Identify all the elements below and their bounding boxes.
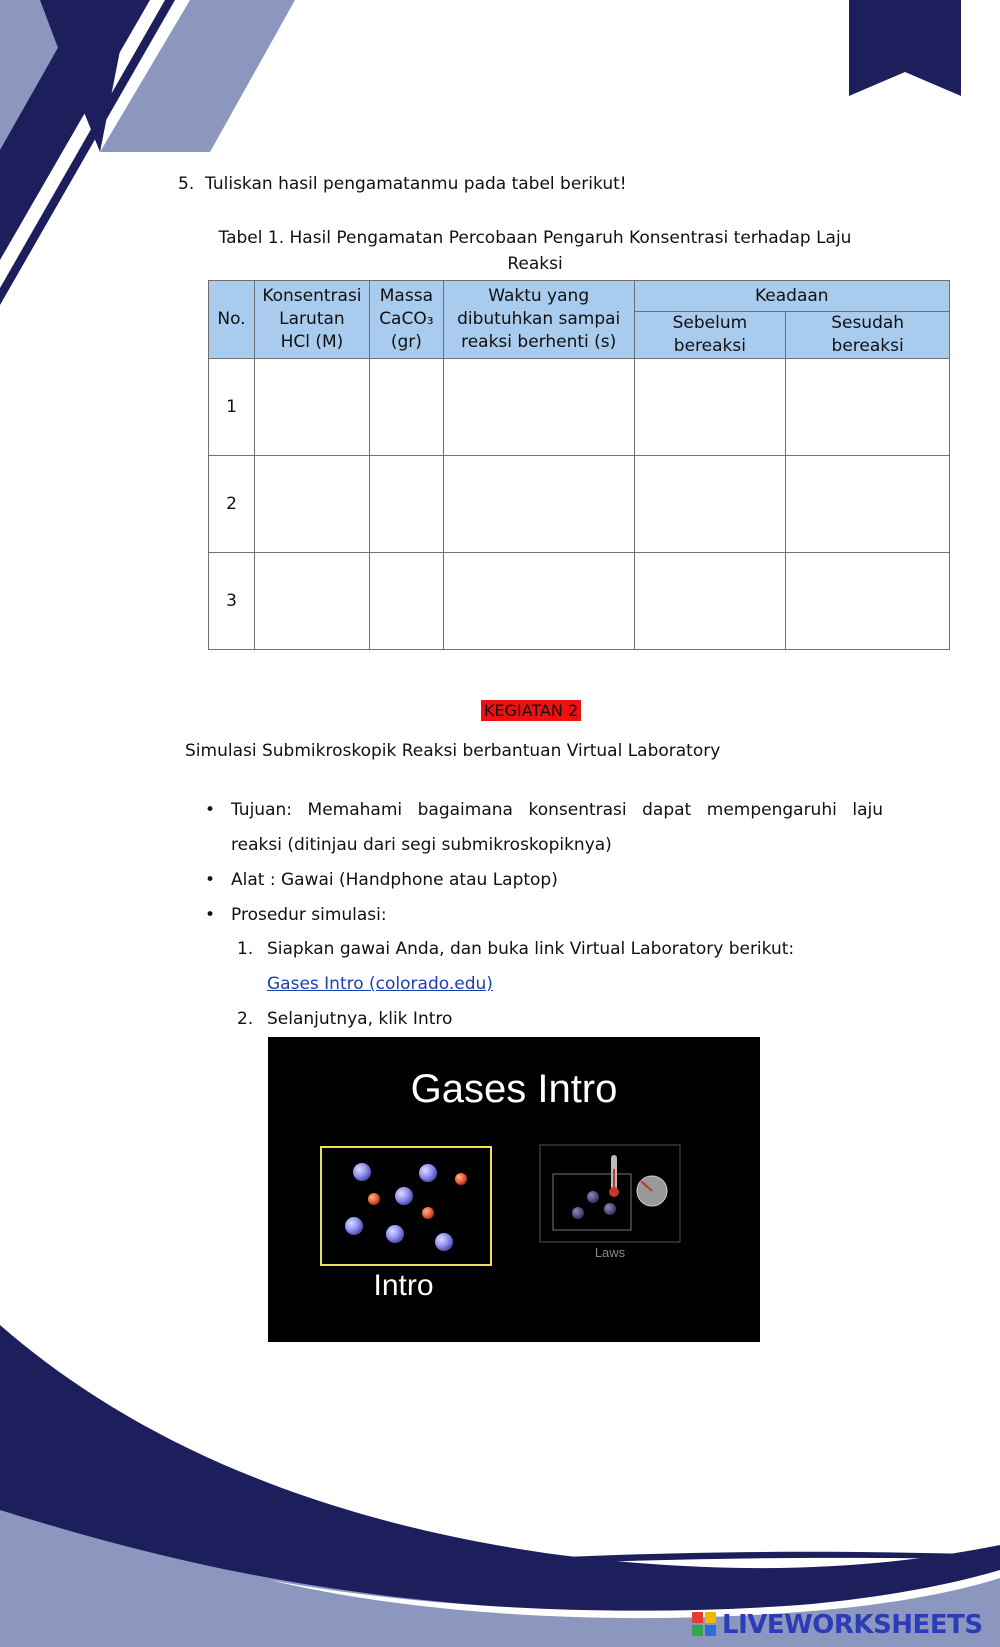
simulation-title: Gases Intro xyxy=(410,1067,618,1111)
header-konsentrasi xyxy=(254,281,369,359)
particle-heavy xyxy=(345,1217,363,1235)
cell-konsentrasi[interactable] xyxy=(254,553,369,650)
particle-heavy xyxy=(353,1163,371,1181)
header-massa-l1: Massa xyxy=(379,286,433,306)
bullet-icon: • xyxy=(205,905,216,925)
cell-waktu[interactable] xyxy=(443,553,634,650)
particle-heavy xyxy=(386,1225,404,1243)
particle-light xyxy=(422,1207,434,1219)
particle-dim xyxy=(604,1203,616,1215)
observation-table xyxy=(208,280,950,650)
cell-sebelum[interactable] xyxy=(634,456,786,553)
step-text: Siapkan gawai Anda, dan buka link Virtual Laboratory berikut: xyxy=(267,939,795,959)
cell-waktu[interactable] xyxy=(443,359,634,456)
table-caption-line2: Reaksi xyxy=(507,254,563,274)
bullet-icon: • xyxy=(205,800,216,820)
cell-massa[interactable] xyxy=(369,456,443,553)
cell-massa[interactable] xyxy=(369,553,443,650)
intro-tile-frame[interactable] xyxy=(321,1147,491,1265)
thermometer-bulb xyxy=(609,1187,619,1197)
header-konsentrasi-l3: HCl (M) xyxy=(280,332,344,352)
list-item xyxy=(237,932,794,1002)
table-caption xyxy=(200,225,870,277)
cell-konsentrasi[interactable] xyxy=(254,456,369,553)
bullet-icon: • xyxy=(205,870,216,890)
list-item xyxy=(205,793,883,863)
cell-sesudah[interactable] xyxy=(786,553,950,650)
goal-line2: reaksi (ditinjau dari segi submikroskopiknya) xyxy=(231,835,612,855)
header-waktu-l1: Waktu yang xyxy=(488,286,590,306)
step-number: 2. xyxy=(237,1009,254,1029)
step-number: 1. xyxy=(237,939,254,959)
particle-heavy xyxy=(395,1187,413,1205)
row-number: 3 xyxy=(209,553,255,650)
table-row xyxy=(209,456,950,553)
header-sebelum-l1: Sebelum xyxy=(672,313,748,333)
cell-waktu[interactable] xyxy=(443,456,634,553)
header-konsentrasi-l2: Larutan xyxy=(279,309,345,329)
laws-label[interactable]: Laws xyxy=(594,1245,626,1260)
procedure-text: Prosedur simulasi: xyxy=(231,905,387,925)
header-sesudah-l1: Sesudah xyxy=(831,313,905,333)
simulation-link[interactable]: Gases Intro (colorado.edu) xyxy=(267,974,493,994)
header-sebelum-l2: bereaksi xyxy=(673,336,746,356)
particle-heavy xyxy=(435,1233,453,1251)
activity-points xyxy=(205,793,883,933)
header-waktu-l3: reaksi berhenti (s) xyxy=(461,332,617,352)
list-item xyxy=(237,1002,794,1037)
table-caption-line1: Tabel 1. Hasil Pengamatan Percobaan Pengaruh Konsentrasi terhadap Laju xyxy=(218,228,852,248)
header-no: No. xyxy=(209,281,255,359)
particle-light xyxy=(455,1173,467,1185)
cell-sesudah[interactable] xyxy=(786,456,950,553)
header-massa-l3: (gr) xyxy=(390,332,422,352)
list-item xyxy=(205,898,883,933)
row-number: 1 xyxy=(209,359,255,456)
particle-dim xyxy=(587,1191,599,1203)
question-5 xyxy=(178,174,627,194)
question-number: 5. xyxy=(178,174,195,194)
activity-tag: KEGIATAN 2 xyxy=(481,700,581,721)
particle-light xyxy=(368,1193,380,1205)
header-waktu xyxy=(443,281,634,359)
header-sesudah-l2: bereaksi xyxy=(831,336,904,356)
cell-sebelum[interactable] xyxy=(634,359,786,456)
header-keadaan: Keadaan xyxy=(634,281,949,312)
header-sesudah xyxy=(786,312,950,359)
goal-line1: Tujuan: Memahami bagaimana konsentrasi dapat mempengaruhi laju xyxy=(231,800,883,820)
header-konsentrasi-l1: Konsentrasi xyxy=(262,286,362,306)
header-massa xyxy=(369,281,443,359)
cell-sebelum[interactable] xyxy=(634,553,786,650)
cell-sesudah[interactable] xyxy=(786,359,950,456)
list-item xyxy=(205,863,883,898)
intro-label[interactable]: Intro xyxy=(373,1269,434,1302)
table-row xyxy=(209,553,950,650)
table-row xyxy=(209,359,950,456)
cell-massa[interactable] xyxy=(369,359,443,456)
header-massa-l2: CaCO₃ xyxy=(379,309,434,329)
row-number: 2 xyxy=(209,456,255,553)
tools-text: Alat : Gawai (Handphone atau Laptop) xyxy=(231,870,558,890)
question-text: Tuliskan hasil pengamatanmu pada tabel berikut! xyxy=(205,174,627,194)
table-header-row xyxy=(209,281,950,312)
liveworksheets-logo-icon xyxy=(692,1612,716,1636)
ribbon-bookmark xyxy=(849,0,961,96)
particle-heavy xyxy=(419,1164,437,1182)
thermometer-level xyxy=(613,1169,615,1189)
liveworksheets-brand[interactable]: LIVEWORKSHEETS xyxy=(722,1610,983,1640)
intro-tile[interactable] xyxy=(321,1147,491,1265)
activity-title: Simulasi Submikroskopik Reaksi berbantuan Virtual Laboratory xyxy=(185,741,721,761)
header-waktu-l2: dibutuhkan sampai xyxy=(457,309,621,329)
particle-dim xyxy=(572,1207,584,1219)
simulation-screenshot xyxy=(268,1037,760,1342)
header-sebelum xyxy=(634,312,786,359)
step-text: Selanjutnya, klik Intro xyxy=(267,1009,453,1029)
procedure-steps xyxy=(237,932,794,1037)
laws-tile[interactable] xyxy=(540,1145,680,1242)
cell-konsentrasi[interactable] xyxy=(254,359,369,456)
